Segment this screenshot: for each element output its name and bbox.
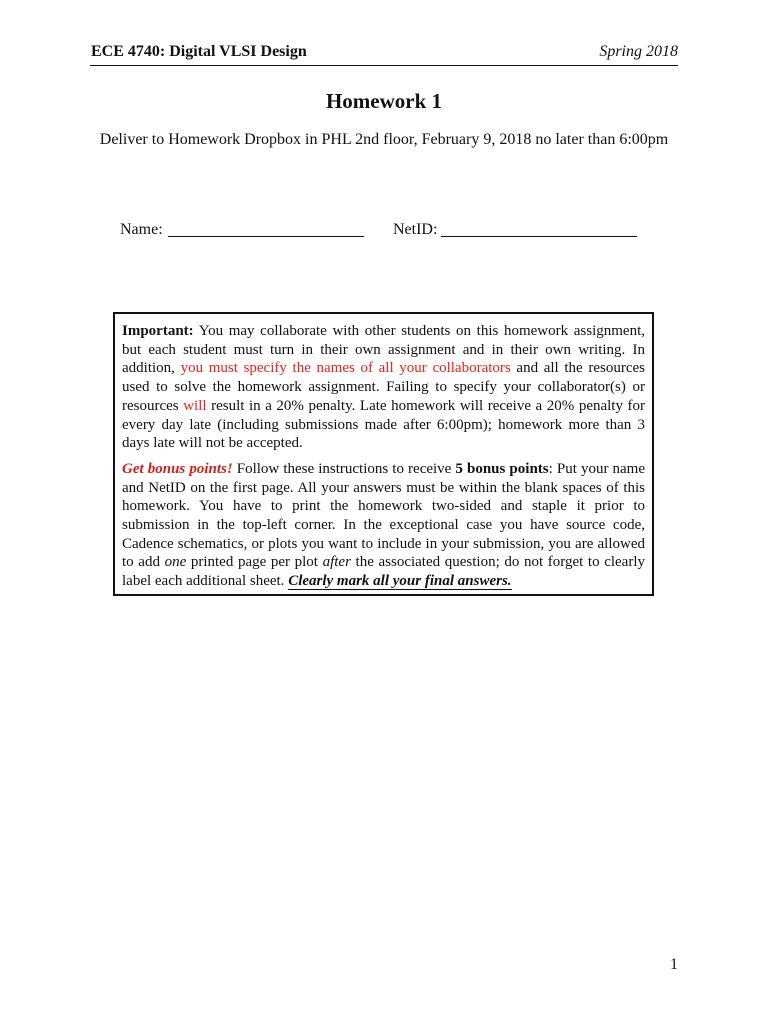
header-rule	[90, 65, 678, 66]
netid-label: NetID:	[393, 221, 438, 238]
course-title: ECE 4740: Digital VLSI Design	[91, 43, 307, 60]
collab-text-c: result in a 20% penalty. Late homework will receive a 20% penalty for every day late (including submissions made after 6:00pm); homework more than 3 days late will not be accepted.	[122, 397, 646, 452]
bonus-text-a: Follow these instructions to receive	[232, 460, 456, 477]
name-label: Name:	[120, 221, 163, 238]
collaboration-paragraph	[122, 322, 645, 453]
bonus-amount: 5 bonus points	[455, 460, 549, 477]
collab-text-a: You may collaborate with other students on this homework assignment, but each student must turn in their own assignment and in their own writing. In addition,	[122, 323, 645, 377]
page-number: 1	[670, 956, 678, 973]
after-emphasis: after	[322, 554, 351, 571]
one-emphasis: one	[164, 554, 187, 571]
bonus-text-d: the associated question; do not forget to clearly label each additional sheet.	[122, 554, 645, 590]
bonus-paragraph	[122, 460, 645, 591]
delivery-instructions: Deliver to Homework Dropbox in PHL 2nd floor, February 9, 2018 no later than 6:00pm	[99, 131, 669, 148]
bonus-text-c: printed page per plot	[186, 554, 323, 571]
term-label: Spring 2018	[599, 43, 678, 60]
bonus-text-b: : Put your name and NetID on the first page. All your answers must be within the blank spaces of this homework. You have to print the homework two-sided and staple it prior to submission in the top-left corner. In the exceptional case you have source code, Cadence schematics, or plots you want to include in your submission, you are allowed to add	[122, 460, 645, 571]
netid-blank-line[interactable]	[441, 236, 637, 237]
important-label: Important:	[122, 323, 194, 339]
bonus-label: Get bonus points!	[122, 460, 233, 477]
collab-text-b: and all the resources used to solve the homework assignment. Failing to specify your collaborator(s) or resources	[122, 360, 645, 414]
collaborators-requirement: you must specify the names of all your collaborators	[180, 360, 511, 377]
homework-title: Homework 1	[325, 89, 443, 113]
instructions-box	[113, 312, 654, 596]
final-answers-note: Clearly mark all your final answers.	[288, 573, 512, 590]
name-blank-line[interactable]	[168, 236, 364, 237]
will-emphasis: will	[183, 397, 207, 414]
